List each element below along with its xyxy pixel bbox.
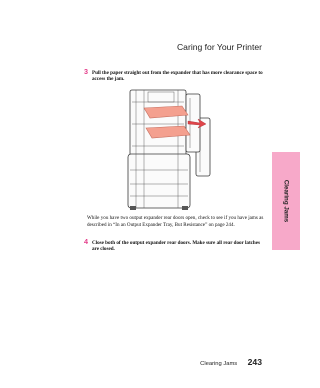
step-number: 4 (84, 237, 88, 246)
header-title: Caring for Your Printer (176, 42, 262, 52)
side-tab (272, 152, 300, 250)
step-number: 3 (84, 67, 88, 76)
side-tab-label: Clearing Jams (282, 179, 290, 223)
step-4 (84, 237, 264, 253)
step-text: Pull the paper straight out from the expander that has more clearance space to access the jam. (92, 70, 263, 83)
footer (200, 352, 262, 370)
page-number: 243 (247, 357, 262, 367)
footer-section: Clearing Jams (200, 361, 238, 367)
step-text: Close both of the output expander rear doors. Make sure all rear door latches are closed. (92, 240, 260, 253)
step-3 (84, 67, 264, 83)
printer-illustration (118, 88, 220, 214)
body-paragraph: While you have two output expander rear doors open, check to see if you have jams as described in “In an Output Expander Tray, But Resistance” on page 244. (87, 215, 264, 228)
